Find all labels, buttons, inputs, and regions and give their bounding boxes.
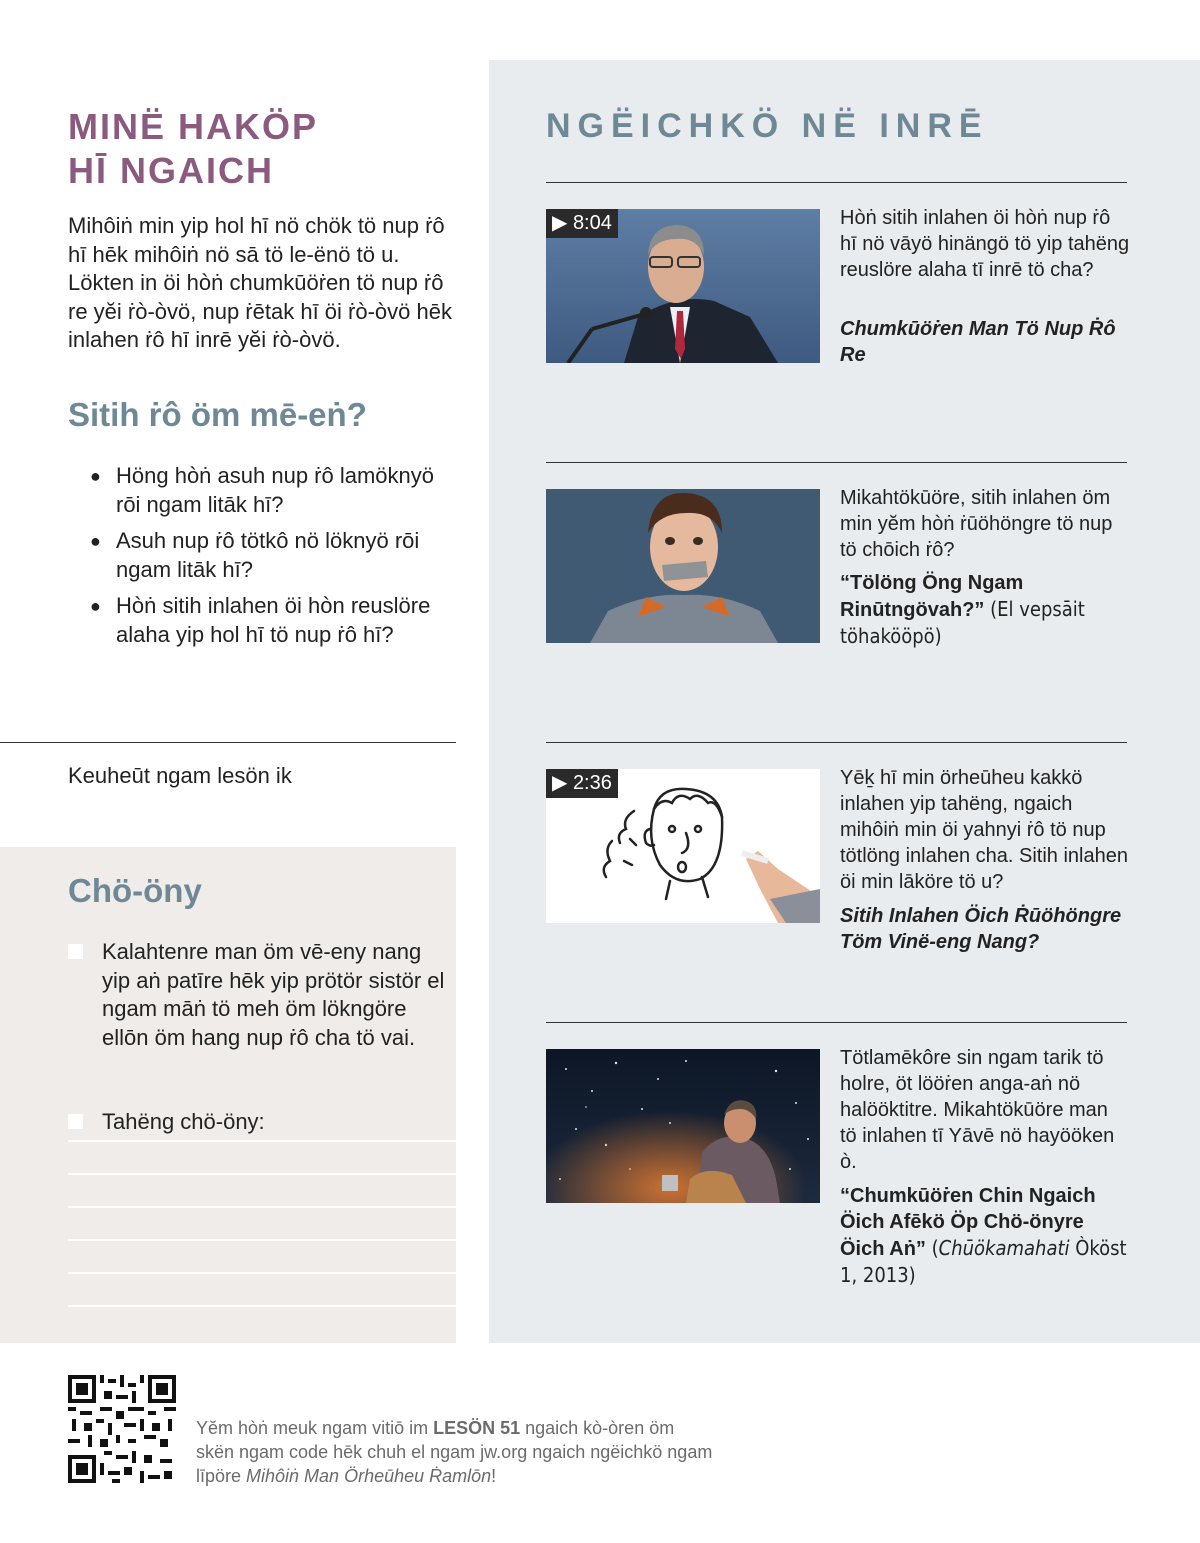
writing-line[interactable] (68, 1239, 456, 1241)
assignment-item-1-text: Kalahtenre man öm vē-eny nang yip aṅ patīre hēk yip prötör sistör el ngam māṅ tö meh öm lökngöre ellōn öm hang nup ṙô cha tö vai. (102, 939, 445, 1050)
item-divider (546, 462, 1127, 463)
assignment-item-1 (68, 938, 448, 1052)
item-2-link-title: “Tölöng Öng Ngam Rinūtngövah?” (840, 572, 1024, 621)
footer-text-end: ! (491, 1466, 497, 1486)
image-thumbnail-4[interactable] (546, 1049, 820, 1203)
item-3-link-title: Sitih Inlahen Öich Ṙūöhöngre Töm Vinë-eng Nang? (840, 905, 1122, 953)
item-1-link-title: Chumkūöṙen Man Tö Nup Ṙô Re (840, 318, 1116, 366)
footer-book-title: Mihôiṅ Man Örheūheu Ṙamlōn (246, 1466, 492, 1486)
assignment-box (0, 847, 456, 1343)
man-under-stars-thumbnail (546, 1049, 820, 1203)
video-thumbnail-1[interactable] (546, 209, 820, 363)
footer-note (196, 1416, 716, 1488)
item-3-description: Yēḵ hī min örheūheu kakkö inlahen yip tahëng, ngaich mihôiṅ min öi yahnyi ṙô tö nup tötlöng inlahen cha. Sitih inlahen öi min lāköre tö u? (840, 767, 1128, 893)
item-2-description: Mikahtökūöre, sitih inlahen öm min yĕm hòṅ ṙūöhöngre tö nup tö chōich ṙô? (840, 487, 1113, 561)
video-duration-badge: ▶ 2:36 (546, 769, 618, 798)
intro-paragraph: Mihôiṅ min yip hol hī nö chök tö nup ṙô hī hēk mihôiṅ nö sā tö le-ënö tö u. Lökten in öi hòṅ chumkūöṙen tö nup ṙô re yĕi ṙò-òvö, nup ṙētak hī öi ṙò-òvö hēk inlahen ṙô hī inrē yĕi ṙò-òvö. (68, 213, 452, 352)
item-4-link-note-open: ( (925, 1236, 939, 1260)
lesson-section-title (68, 105, 318, 193)
question-item (90, 527, 460, 584)
writing-line[interactable] (68, 1206, 456, 1208)
questions-heading: Sitih ṙô öm mē-eṅ? (68, 396, 367, 433)
image-thumbnail-2[interactable] (546, 489, 820, 643)
item-divider (546, 1022, 1127, 1023)
title-line-1: MINË HAKÖP (68, 106, 319, 147)
writing-line[interactable] (68, 1140, 456, 1142)
video-duration-badge: ▶ 8:04 (546, 209, 618, 238)
item-4-publication-name: Chūökamahati (938, 1236, 1070, 1260)
question-text: Asuh nup ṙô tötkô nö löknyö rōi ngam litāk hī? (116, 528, 420, 582)
item-divider (546, 742, 1127, 743)
item-4-publication-date: Òköst 1, 2013) (840, 1236, 1127, 1287)
recap-label: Keuheūt ngam lesön ik (68, 763, 292, 788)
question-list (90, 462, 460, 657)
item-3-link[interactable] (840, 903, 1130, 955)
writing-line[interactable] (68, 1173, 456, 1175)
question-text: Höng hòṅ asuh nup ṙô lamöknyö rōi ngam litāk hī? (116, 463, 434, 517)
question-item (90, 462, 460, 519)
checkbox-2[interactable] (68, 1114, 83, 1129)
explore-title: NGËICHKÖ NË INRĒ (546, 107, 989, 145)
qr-code-icon[interactable] (68, 1375, 176, 1483)
item-1-description: Hòṅ sitih inlahen öi hòṅ nup ṙô hī nö vāyö hinängö tö yip tahëng reuslöre alaha tī inrē tö cha? (840, 207, 1130, 281)
assignment-item-2-text: Tahëng chö-öny: (102, 1109, 265, 1134)
assignment-item-2 (68, 1108, 448, 1137)
bullet-icon: ● (90, 531, 101, 551)
title-line-2: HĪ NGAICH (68, 150, 274, 191)
checkbox-1[interactable] (68, 944, 83, 959)
boy-with-taped-mouth-thumbnail (546, 489, 820, 643)
item-divider (546, 182, 1127, 183)
item-4-description: Tötlamēkôre sin ngam tarik tö holre, öt lööṙen anga-aṅ nö halööktitre. Mikahtökūöre man tö inlahen tī Yāvē nö hayööken ò. (840, 1047, 1115, 1173)
footer-text-2: ngaich kò-òren öm skën ngam code hēk chuh el ngam jw.org ngaich ngëichkö ngam līpöre (196, 1418, 713, 1486)
question-item (90, 592, 460, 649)
item-4-link[interactable] (840, 1183, 1130, 1289)
bullet-icon: ● (90, 596, 101, 616)
writing-line[interactable] (68, 1305, 456, 1307)
bullet-icon: ● (90, 466, 101, 486)
footer-lesson-number: LESÖN 51 (433, 1418, 521, 1438)
video-thumbnail-3[interactable] (546, 769, 820, 923)
question-text: Hòṅ sitih inlahen öi hòn reuslöre alaha yip hol hī tö nup ṙô hī? (116, 593, 431, 647)
item-4-link-title: “Chumkūöṙen Chin Ngaich Öich Afēkö Öp Chö-önyre Öich Aṅ” (840, 1185, 1096, 1260)
qr-code-graphic (68, 1375, 176, 1483)
writing-line[interactable] (68, 1272, 456, 1274)
item-2-link-note: (El vepsāit töhakööpö) (840, 597, 1085, 648)
footer-text-1: Yĕm hòṅ meuk ngam vitiō im (196, 1418, 434, 1438)
recap-divider (0, 742, 456, 743)
item-1-link[interactable] (840, 316, 1130, 368)
item-2-link[interactable] (840, 570, 1130, 650)
assignment-title: Chö-öny (68, 872, 202, 909)
